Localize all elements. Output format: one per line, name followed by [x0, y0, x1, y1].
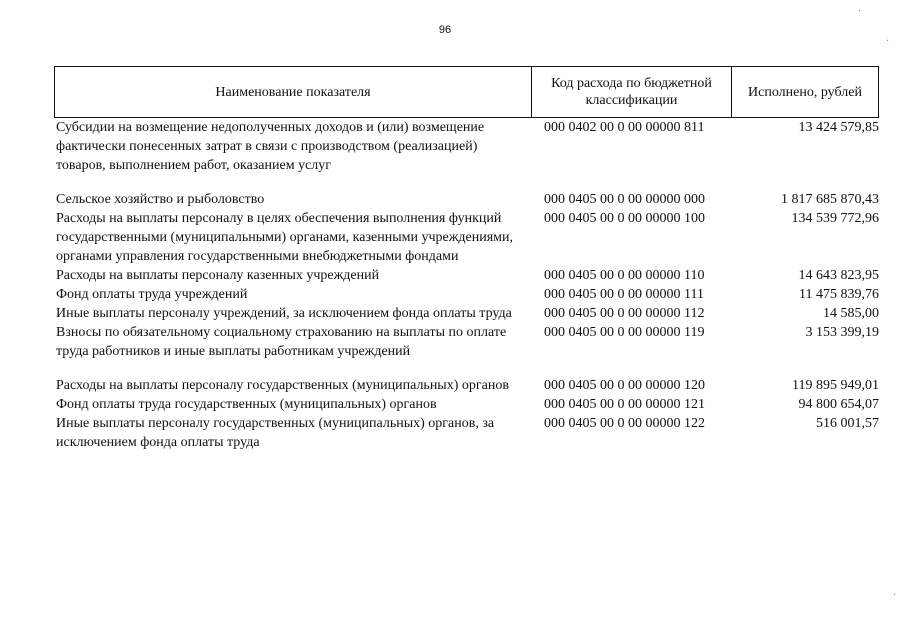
row-amount: 119 895 949,01 [792, 378, 879, 393]
row-name: Взносы по обязательному социальному страхованию на выплаты по оплате труда работников и иные выплаты работникам учреждений [56, 325, 507, 359]
scan-speck: · [858, 6, 862, 17]
row-name: Иные выплаты персоналу учреждений, за исключением фонда оплаты труда [56, 306, 512, 321]
header-name: Наименование показателя [55, 67, 532, 117]
row-amount: 1 817 685 870,43 [781, 192, 879, 207]
row-code: 000 0405 00 0 00 00000 119 [544, 325, 705, 340]
table-row [56, 323, 879, 361]
row-code: 000 0402 00 0 00 00000 811 [544, 120, 705, 135]
row-name: Фонд оплаты труда учреждений [56, 287, 248, 302]
row-code: 000 0405 00 0 00 00000 110 [544, 268, 705, 283]
row-name: Расходы на выплаты персоналу казенных учреждений [56, 268, 380, 283]
table-row [56, 285, 879, 304]
table-row [56, 118, 879, 175]
table-row [56, 209, 879, 266]
row-name: Расходы на выплаты персоналу в целях обеспечения выполнения функций государственными (муниципальными) органами, казенными учреждениями, органами управления государственными внебюджетными фондами [56, 211, 513, 264]
table-row [56, 376, 879, 395]
table-row [56, 395, 879, 414]
row-name: Расходы на выплаты персоналу государственных (муниципальных) органов [56, 378, 509, 393]
row-amount: 11 475 839,76 [799, 287, 879, 302]
row-amount: 3 153 399,19 [805, 325, 879, 340]
table-row [56, 266, 879, 285]
row-code: 000 0405 00 0 00 00000 000 [544, 192, 705, 207]
row-amount: 134 539 772,96 [791, 211, 879, 226]
row-name: Сельское хозяйство и рыболовство [56, 192, 265, 207]
header-code: Код расхода по бюджетной классификации [532, 67, 732, 117]
row-amount: 94 800 654,07 [798, 397, 879, 412]
table-row [56, 190, 879, 209]
scan-speck: · [893, 590, 897, 601]
row-code: 000 0405 00 0 00 00000 100 [544, 211, 705, 226]
row-name: Иные выплаты персоналу государственных (муниципальных) органов, за исключением фонда оплаты труда [56, 416, 495, 450]
row-code: 000 0405 00 0 00 00000 121 [544, 397, 705, 412]
row-amount: 14 585,00 [823, 306, 879, 321]
table-row [56, 304, 879, 323]
table-header [54, 66, 879, 118]
header-amount: Исполнено, рублей [748, 84, 862, 100]
row-amount: 14 643 823,95 [798, 268, 879, 283]
row-code: 000 0405 00 0 00 00000 122 [544, 416, 705, 431]
row-amount: 13 424 579,85 [798, 120, 879, 135]
row-amount: 516 001,57 [816, 416, 879, 431]
row-name: Фонд оплаты труда государственных (муниципальных) органов [56, 397, 437, 412]
row-code: 000 0405 00 0 00 00000 112 [544, 306, 705, 321]
row-name: Субсидии на возмещение недополученных доходов и (или) возмещение фактически понесенных затрат в связи с производством (реализацией) товаров, выполнением работ, оказанием услуг [56, 120, 485, 173]
table-body [56, 118, 879, 452]
scan-speck: · [886, 36, 890, 47]
row-code: 000 0405 00 0 00 00000 111 [544, 287, 704, 302]
table-row [56, 414, 879, 452]
row-code: 000 0405 00 0 00 00000 120 [544, 378, 705, 393]
page-number: 96 [438, 24, 452, 36]
